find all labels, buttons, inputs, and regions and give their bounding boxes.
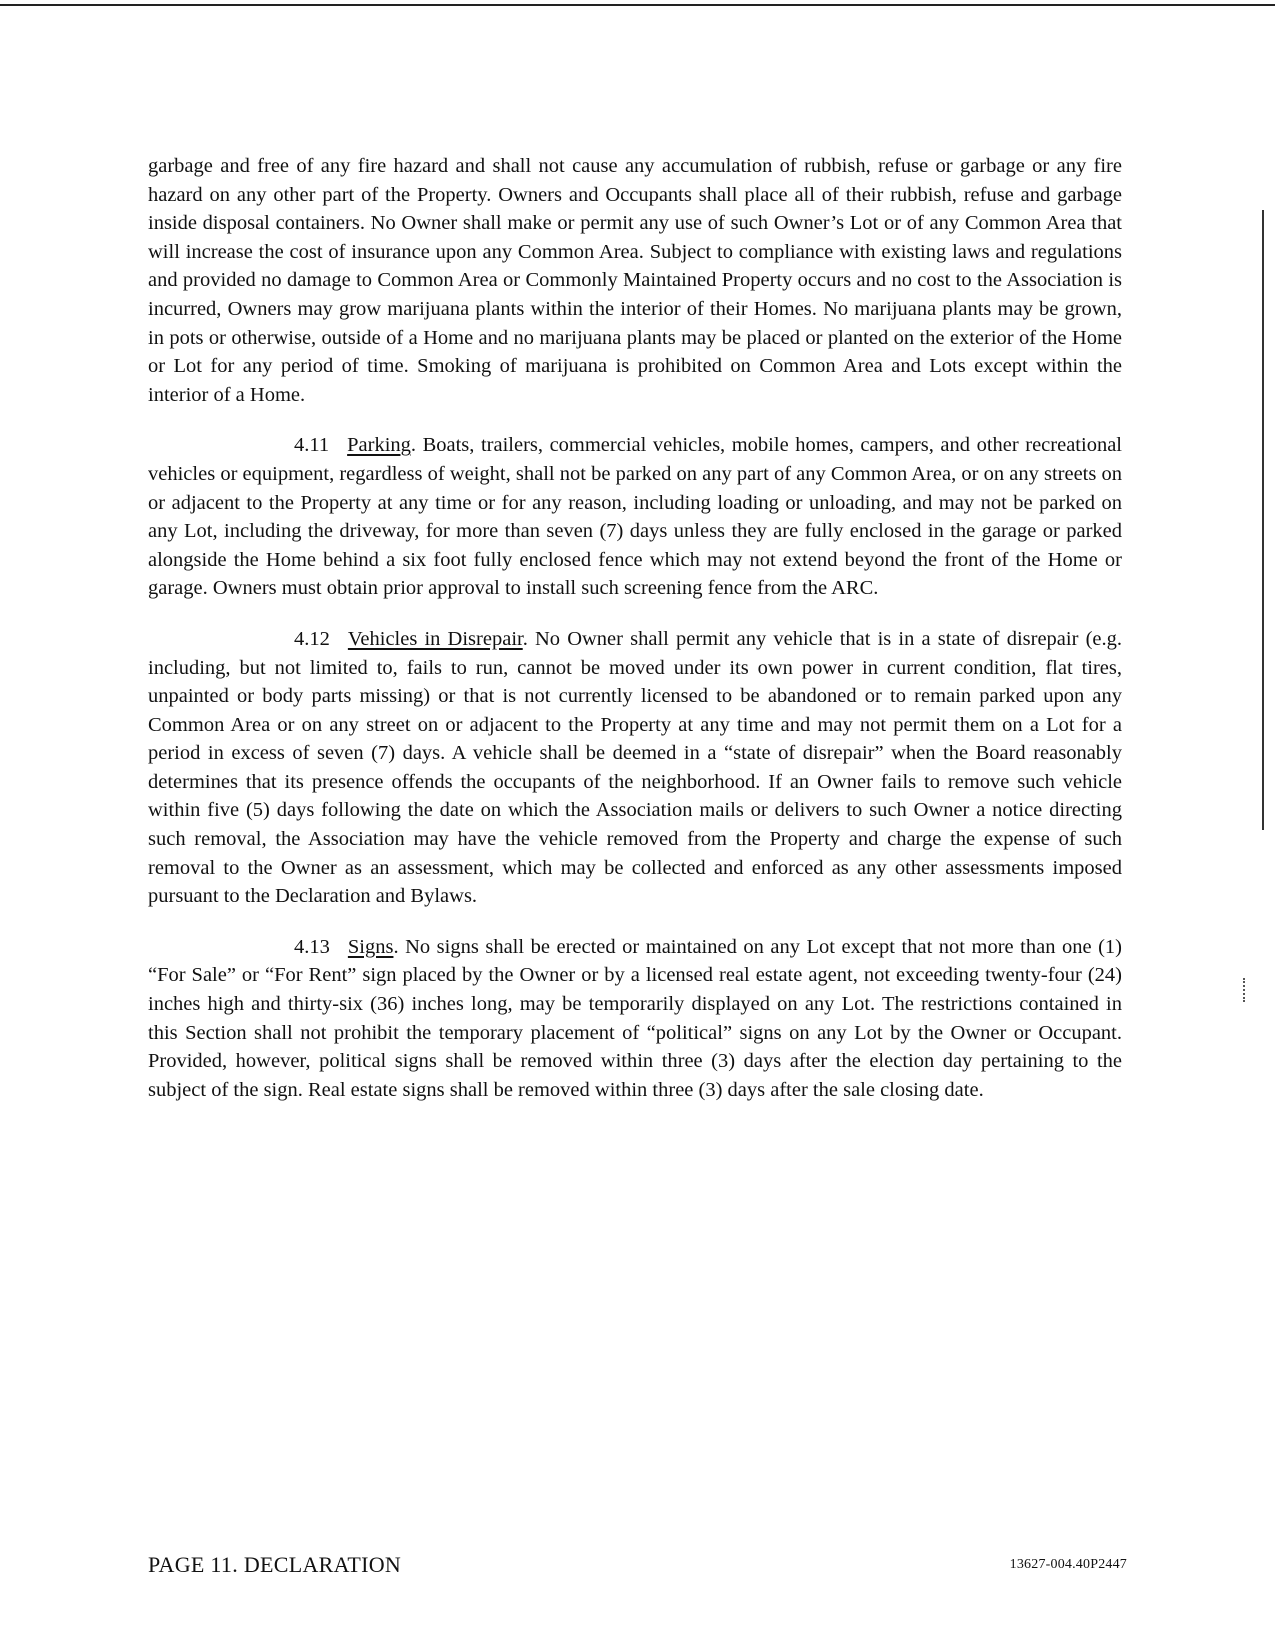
document-code: 13627-004.40P2447 — [1009, 1557, 1127, 1572]
section-text: . Boats, trailers, commercial vehicles, mobile homes, campers, and other recreational vehicles or equipment, regardless of weight, shall not be parked on any part of any Common Area, or on any streets on or adjacent to the Property at any time or for any reason, including loading or unloading, and may not be parked on any Lot, including the driveway, for more than seven (7) days unless they are fully enclosed in the garage or parked alongside the Home behind a six foot fully enclosed fence which may not extend beyond the front of the Home or garage. Owners must obtain prior approval to install such screening fence from the ARC. — [148, 434, 1122, 600]
section-number: 4.11 — [294, 434, 330, 457]
continuation-paragraph: garbage and free of any fire hazard and shall not cause any accumulation of rubbish, refuse or garbage or any fire hazard on any other part of the Property. Owners and Occupants shall place all of their rubbish, refuse and garbage inside disposal containers. No Owner shall make or permit any use of such Owner’s Lot or of any Common Area that will increase the cost of insurance upon any Common Area. Subject to compliance with existing laws and regulations and provided no damage to Common Area or Commonly Maintained Property occurs and no cost to the Association is incurred, Owners may grow marijuana plants within the interior of their Homes. No marijuana plants may be grown, in pots or otherwise, outside of a Home and no marijuana plants may be placed or planted on the exterior of the Home or Lot for any period of time. Smoking of marijuana is prohibited on Common Area and Lots except within the interior of a Home. — [148, 155, 1122, 406]
section-text: . No Owner shall permit any vehicle that is in a state of disrepair (e.g. including, but not limited to, fails to run, cannot be moved under its own power in current condition, flat tires, unpainted or body parts missing) or that is not currently licensed to be abandoned or to remain parked upon any Common Area or on any street on or adjacent to the Property at any time and may not permit them on a Lot for a period in excess of seven (7) days. A vehicle shall be deemed in a “state of disrepair” when the Board reasonably determines that its presence offends the occupants of the neighborhood. If an Owner fails to remove such vehicle within five (5) days following the date on which the Association mails or delivers to such Owner a notice directing such removal, the Association may have the vehicle removed from the Property and charge the expense of such removal to the Owner as an assessment, which may be collected and enforced as any other assessments imposed pursuant to the Declaration and Bylaws. — [148, 627, 1122, 908]
section-title: Signs — [347, 935, 394, 958]
section-number: 4.13 — [294, 935, 330, 958]
section-title: Parking — [347, 434, 411, 457]
scan-artifact-dots — [1243, 978, 1247, 1002]
scan-edge-right — [1262, 210, 1264, 830]
section-4-13 — [148, 933, 1122, 1105]
section-number: 4.12 — [294, 627, 330, 650]
page-footer-label: PAGE 11. DECLARATION — [148, 1552, 402, 1577]
section-title: Vehicles in Disrepair — [347, 627, 523, 650]
section-text: . No signs shall be erected or maintained on any Lot except that not more than one (1) “For Sale” or “For Rent” sign placed by the Owner or by a licensed real estate agent, not exceeding twenty-four (24) inches high and thirty-six (36) inches long, may be temporarily displayed on any Lot. The restrictions contained in this Section shall not prohibit the temporary placement of “political” signs on any Lot by the Owner or Occupant. Provided, however, political signs shall be removed within three (3) days after the election day pertaining to the subject of the sign. Real estate signs shall be removed within three (3) days after the sale closing date. — [148, 935, 1122, 1101]
section-4-11 — [148, 431, 1122, 603]
scan-edge-top — [0, 4, 1275, 6]
section-4-12 — [148, 625, 1122, 911]
document-body — [148, 152, 1122, 1126]
